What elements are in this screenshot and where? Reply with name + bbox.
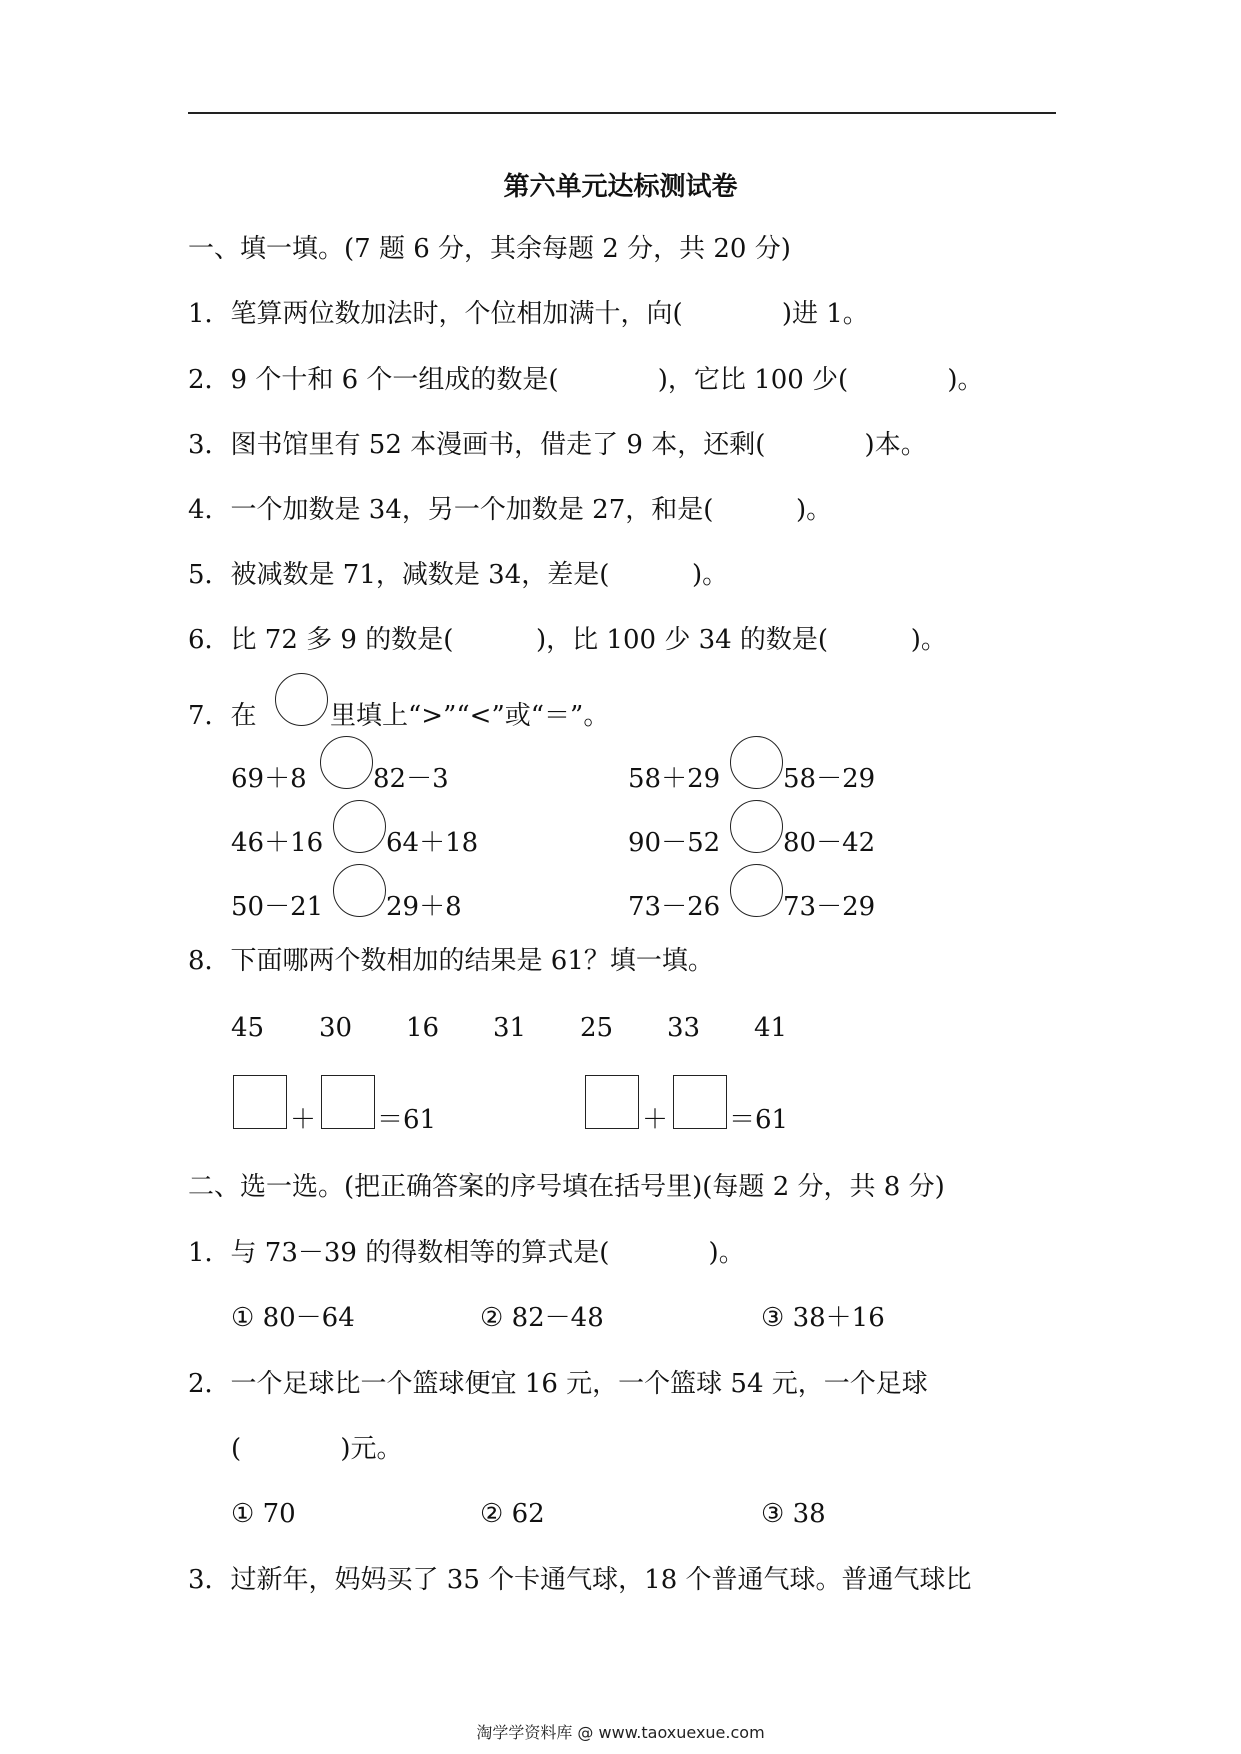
- q7-row1-right-answer-circle[interactable]: [730, 736, 783, 789]
- compare-circle-icon: [275, 673, 328, 726]
- footer-watermark: 淘学学资料库 @ www.taoxuexue.com: [476, 1723, 765, 1742]
- section2-heading: 二、选一选。(把正确答案的序号填在括号里)(每题 2 分，共 8 分): [188, 1172, 945, 1202]
- s2-q1-option: ① 80－64: [231, 1303, 355, 1333]
- q8-number: 25: [580, 1013, 614, 1043]
- q8-number: 33: [667, 1013, 701, 1043]
- top-rule: [188, 112, 1056, 114]
- q7-row1-right-target: 58－29: [783, 764, 876, 794]
- s1-question-8: 8．下面哪两个数相加的结果是 61？填一填。: [188, 946, 714, 976]
- q8-answer-box[interactable]: [233, 1075, 287, 1129]
- q8-plus-sign: ＋: [642, 1105, 669, 1135]
- q7-row3-left-target: 29＋8: [386, 892, 462, 922]
- q7-row3-right-answer-circle[interactable]: [730, 864, 783, 917]
- q7-row2-left-answer-circle[interactable]: [333, 800, 386, 853]
- s1-question-2: 2．9 个十和 6 个一组成的数是( )，它比 100 少( )。: [188, 365, 984, 395]
- q8-number: 31: [493, 1013, 527, 1043]
- s1-question-7-prefix: 7．在: [188, 701, 257, 731]
- s2-question-2: 2．一个足球比一个篮球便宜 16 元，一个篮球 54 元，一个足球: [188, 1369, 928, 1399]
- q7-row1-left-target: 82－3: [373, 764, 449, 794]
- s2-q2-option: ③ 38: [761, 1499, 826, 1529]
- q8-plus-sign: ＋: [290, 1105, 317, 1135]
- q7-row2-right-answer-circle[interactable]: [730, 800, 783, 853]
- q7-row3-left-answer-circle[interactable]: [333, 864, 386, 917]
- s1-question-7-suffix: 里填上“>”“<”或“＝”。: [330, 701, 610, 731]
- q8-number: 30: [319, 1013, 353, 1043]
- q7-row1-left-answer-circle[interactable]: [320, 736, 373, 789]
- q7-row1-left-expr: 69＋8: [231, 764, 307, 794]
- q8-result: ＝61: [729, 1105, 789, 1135]
- q8-answer-box[interactable]: [321, 1075, 375, 1129]
- s2-question-3: 3．过新年，妈妈买了 35 个卡通气球，18 个普通气球。普通气球比: [188, 1565, 972, 1595]
- s1-question-5: 5．被减数是 71，减数是 34，差是( )。: [188, 560, 729, 590]
- q7-row2-left-expr: 46＋16: [231, 828, 324, 858]
- q8-number: 45: [231, 1013, 265, 1043]
- q8-answer-box[interactable]: [673, 1075, 727, 1129]
- q7-row2-left-target: 64＋18: [386, 828, 479, 858]
- q7-row3-left-expr: 50－21: [231, 892, 324, 922]
- q7-row2-right-expr: 90－52: [628, 828, 721, 858]
- s2-question-2-cont: ( )元。: [231, 1434, 403, 1464]
- s1-question-1: 1．笔算两位数加法时，个位相加满十，向( )进 1。: [188, 299, 869, 329]
- s1-question-6: 6．比 72 多 9 的数是( )，比 100 少 34 的数是( )。: [188, 625, 947, 655]
- s2-question-1: 1．与 73－39 的得数相等的算式是( )。: [188, 1238, 745, 1268]
- q7-row3-right-expr: 73－26: [628, 892, 721, 922]
- s1-question-3: 3．图书馆里有 52 本漫画书，借走了 9 本，还剩( )本。: [188, 430, 927, 460]
- q8-answer-box[interactable]: [585, 1075, 639, 1129]
- page-title: 第六单元达标测试卷: [503, 172, 738, 202]
- q7-row1-right-expr: 58＋29: [628, 764, 721, 794]
- s2-q2-option: ② 62: [480, 1499, 545, 1529]
- s2-q2-option: ① 70: [231, 1499, 296, 1529]
- q7-row2-right-target: 80－42: [783, 828, 876, 858]
- q8-number: 16: [406, 1013, 440, 1043]
- q7-row3-right-target: 73－29: [783, 892, 876, 922]
- q8-number: 41: [754, 1013, 788, 1043]
- s2-q1-option: ③ 38＋16: [761, 1303, 885, 1333]
- q8-result: ＝61: [377, 1105, 437, 1135]
- s2-q1-option: ② 82－48: [480, 1303, 604, 1333]
- s1-question-4: 4．一个加数是 34，另一个加数是 27，和是( )。: [188, 495, 833, 525]
- section1-heading: 一、填一填。(7 题 6 分，其余每题 2 分，共 20 分): [188, 234, 791, 264]
